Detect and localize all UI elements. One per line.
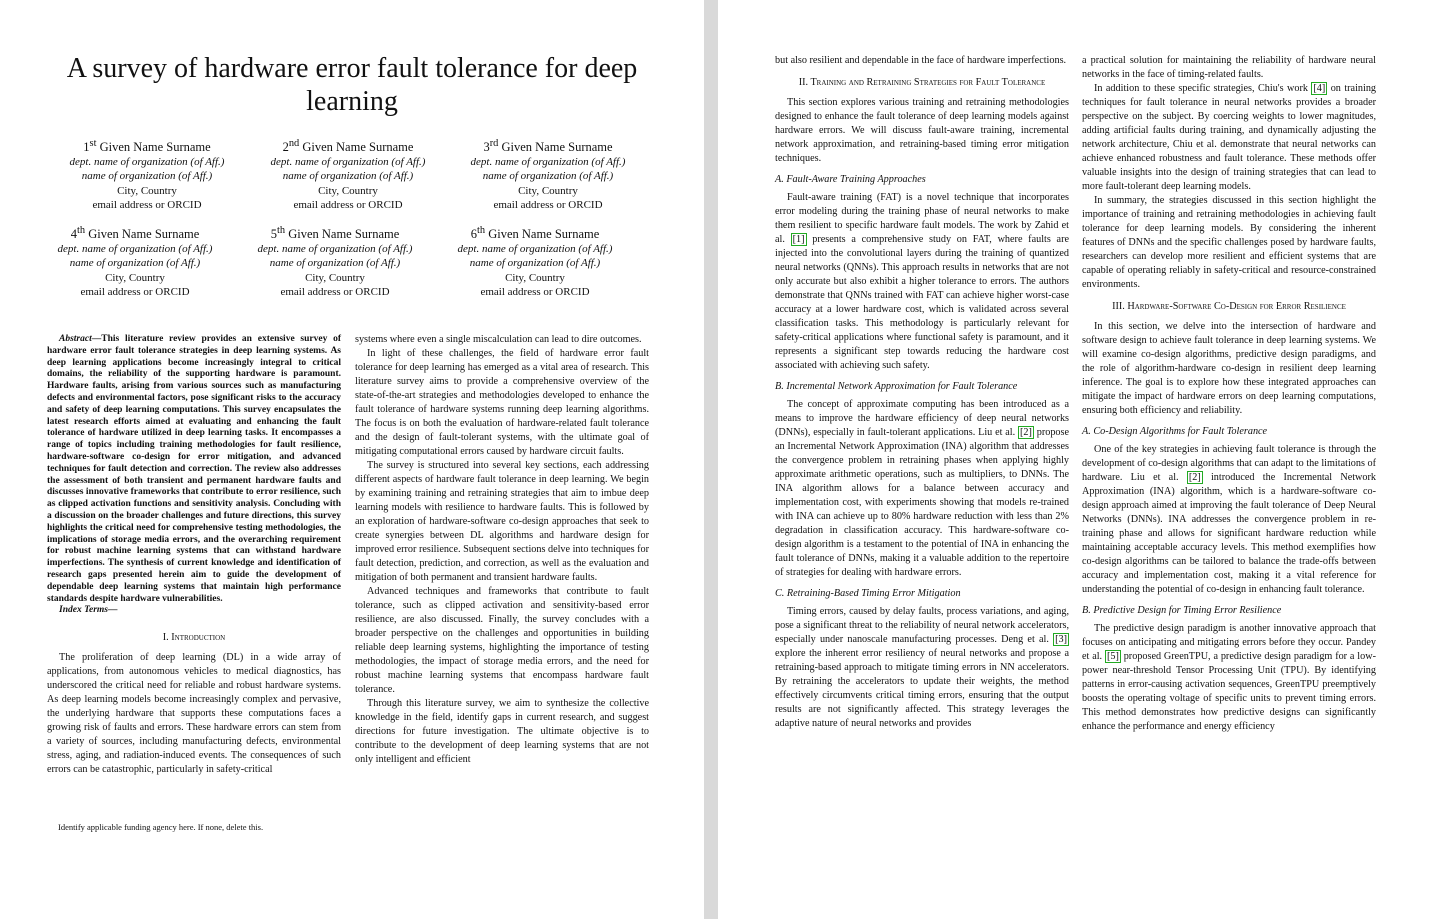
col2-paragraph-4: Through this literature survey, we aim to synthesize the collective knowledge in the field, identify gaps in current research, and suggest directions for future investigation. The ultimate objective is to contribute to the development of deep learning systems that are not only intelligent and efficient — [355, 698, 649, 765]
author-1-city: City, Country — [117, 184, 177, 197]
author-2-city: City, Country — [318, 184, 378, 197]
author-2-dept: dept. name of organization (of Aff.) — [270, 155, 426, 168]
section-3b-paragraph-1: The predictive design paradigm is another innovative approach that focuses on anticipating and mitigating errors before they occur. Pandey et al. [5] proposed GreenTPU, a predictive design paradigm for a low-power near-threshold Tensor Processing Unit (TPU). By identifying patterns in error-causing activation sequences, GreenTPU preemptively boosts the operating voltage of specific units to prevent timing errors. This method demonstrates how predictive designs can significantly enhance the performance and energy efficiency — [1082, 623, 1376, 732]
section-3a-heading: A. Co-Design Algorithms for Fault Tolerance — [1082, 426, 1268, 437]
author-6-dept: dept. name of organization (of Aff.) — [457, 242, 613, 255]
section-2a-paragraph-1: Fault-aware training (FAT) is a novel technique that incorporates error modeling during the training phase of neural networks to make them resilient to specific hardware fault models. The work by Zahid et al. [1] presents a comprehensive study on FAT, where faults are injected into the convolutional layers during the training of quantized neural networks (QNNs). This approach results in networks that are not only accurate but also exhibit a higher tolerance to errors. The authors demonstrate that QNNs trained with FAT can achieve higher worst-case accuracy at a lower hardware cost, which is validated across several classification tasks. This methodology is particularly relevant for safety-critical applications where functional safety is paramount, and it represents a significant step towards reducing the hardware cost associated with achieving such safety. — [775, 192, 1069, 371]
author-6-name: 6th Given Name Surname — [470, 225, 600, 242]
abstract — [47, 334, 341, 617]
citation-4[interactable]: [4] — [1313, 83, 1326, 94]
section-2-heading: II. Training and Retraining Strategies for Fault Tolerance — [798, 77, 1046, 88]
citation-5[interactable]: [2] — [1188, 472, 1201, 483]
author-6-org: name of organization (of Aff.) — [469, 257, 601, 270]
author-2-org: name of organization (of Aff.) — [282, 170, 414, 183]
section-3a-paragraph-1: One of the key strategies in achieving fault tolerance is through the development of co-design algorithms that can adapt to the limitations of hardware. Liu et al. [2] introduced the Incremental Network Approximation (INA) algorithm, which is a hardware-software co-design approach aimed at improving the fault tolerance of Deep Neural Networks (DNNs). INA addresses the convergence problem in re-training phase and allows for significant hardware reduction while maintaining acceptable accuracy levels. This method exemplifies how co-design algorithms can be tailored to balance the trade-offs between accuracy and implementation cost, making it a vital reference for understanding the potential of co-design in enhancing fault tolerance. — [1082, 444, 1376, 595]
author-5 — [240, 224, 430, 300]
author-6-email: email address or ORCID — [480, 286, 590, 299]
author-1-org: name of organization (of Aff.) — [81, 170, 213, 183]
col2-paragraph-1: In light of these challenges, the field of hardware error fault tolerance for deep learning has emerged as a vital area of research. This literature survey aims to provide a comprehensive overview of the state-of-the-art strategies and methodologies developed to enhance the fault tolerance of hardware systems running deep learning algorithms. The focus is on both the evaluation of hardware-related fault tolerance and the design of fault-tolerant systems, with the ultimate goal of mitigating computational errors caused by hardware circuit faults. — [355, 348, 649, 457]
section-2-paragraph-1: This section explores various training and retraining methodologies designed to enhance the fault tolerance of deep learning models against hardware errors. We will discuss fault-aware training, incremental network approximation, and retraining-based timing error mitigation techniques. — [775, 97, 1069, 164]
col3-paragraph-0: but also resilient and dependable in the face of hardware imperfections. — [775, 55, 1067, 66]
page-1 — [0, 0, 704, 919]
col4-paragraph-0: a practical solution for maintaining the reliability of hardware neural networks in the face of timing-related faults. — [1082, 55, 1376, 80]
col4-paragraph-2: In summary, the strategies discussed in this section highlight the importance of training and retraining methodologies in achieving fault tolerance for deep learning models. By considering the inherent features of DNNs and the specific challenges posed by hardware faults, researchers can develop more resilient and efficient systems that are capable of operating reliably in safety-critical and resource-constrained environments. — [1082, 195, 1376, 290]
section-1-heading: I. Introduction — [162, 632, 226, 644]
right-column — [355, 333, 649, 767]
section-3-heading: III. Hardware-Software Co-Design for Error Resilience — [1112, 301, 1346, 312]
section-3b-heading: B. Predictive Design for Timing Error Resilience — [1082, 605, 1282, 616]
citation-3[interactable]: [3] — [1055, 634, 1067, 645]
author-5-email: email address or ORCID — [280, 286, 390, 299]
page-divider — [704, 0, 718, 919]
author-6-city: City, Country — [505, 271, 565, 284]
author-3-dept: dept. name of organization (of Aff.) — [470, 155, 626, 168]
author-1-email: email address or ORCID — [92, 199, 202, 212]
col2-paragraph-0: systems where even a single miscalculation can lead to dire outcomes. — [355, 334, 642, 345]
section-2a-heading: A. Fault-Aware Training Approaches — [775, 174, 926, 185]
author-5-name: 5th Given Name Surname — [270, 225, 400, 242]
author-3-name: 3rd Given Name Surname — [483, 138, 613, 155]
citation-6[interactable]: [5] — [1106, 651, 1119, 662]
paper-title: A survey of hardware error fault tolerance for deep learning — [66, 53, 638, 117]
page-2 — [718, 0, 1429, 919]
page2-left-column — [775, 54, 1069, 731]
author-3-city: City, Country — [518, 184, 578, 197]
author-1 — [52, 137, 242, 213]
author-5-dept: dept. name of organization (of Aff.) — [257, 242, 413, 255]
author-2-email: email address or ORCID — [293, 199, 403, 212]
author-4-city: City, Country — [105, 271, 165, 284]
author-3-org: name of organization (of Aff.) — [482, 170, 614, 183]
author-2-name: 2nd Given Name Surname — [282, 138, 414, 155]
col2-paragraph-2: The survey is structured into several key sections, each addressing different aspects of hardware fault tolerance in deep learning. We begin by examining training and retraining strategies that aim to imbue deep learning models with resilience to hardware faults. This is followed by an exploration of hardware-software co-design approaches that seek to create synergies between DL algorithms and hardware design for improved error resilience. Subsequent sections delve into techniques for fault detection, prediction, and correction, as well as the evaluation and mitigation of both permanent and transient hardware faults. — [355, 460, 649, 583]
author-2 — [253, 137, 443, 213]
citation-1[interactable]: [1] — [792, 234, 805, 245]
section-2b-paragraph-1: The concept of approximate computing has been introduced as a means to improve the hardware efficiency of deep neural networks (DNNs), especially in fault-tolerant applications. Liu et al. [2] propose an Incremental Network Approximation (INA) algorithm that addresses the convergence problem in retraining phases when applying highly approximate arithmetic operations, such as multipliers, to DNNs. The INA algorithm allows for a balance between accuracy and implementation cost, with experiments showing that models re-trained with INA can achieve up to 80% hardware reduction with less than 2% degradation in classification accuracy. This hardware-software co-design algorithm is a testament to the potential of INA in enhancing the fault tolerance of DNNs, making it a valuable addition to the repertoire of strategies for dealing with hardware errors. — [775, 399, 1069, 578]
author-5-city: City, Country — [305, 271, 365, 284]
author-4-name: 4th Given Name Surname — [70, 225, 200, 242]
col4-paragraph-1: In addition to these specific strategies, Chiu's work [4] on training techniques for fault tolerance in neural networks provides a broader perspective on the subject. By coercing weights to lower magnitudes, adding artificial faults during training, and dynamically adjusting the network architecture, Chiu et al. demonstrate that neural networks can achieve enhanced robustness and fault tolerance. These methods offer valuable insights into the design of training strategies that can lead to more fault-tolerant deep learning models. — [1082, 83, 1377, 192]
author-5-org: name of organization (of Aff.) — [269, 257, 401, 270]
abstract-label: Abstract— — [59, 334, 102, 344]
section-2c-heading: C. Retraining-Based Timing Error Mitigation — [775, 588, 961, 599]
section-3-paragraph-1: In this section, we delve into the intersection of hardware and software design to achieve fault tolerance in deep learning systems. We will examine co-design algorithms, predictive design paradigms, and the role of algorithm-hardware co-design in resilient deep learning inference. The goal is to explore how these integrated approaches can mitigate the impact of hardware errors on deep learning computations, ensuring both efficiency and reliability. — [1082, 321, 1376, 416]
index-terms: Index Terms— — [59, 605, 118, 616]
author-1-dept: dept. name of organization (of Aff.) — [69, 155, 225, 168]
section-2b-heading: B. Incremental Network Approximation for Fault Tolerance — [775, 381, 1018, 392]
author-4-email: email address or ORCID — [80, 286, 190, 299]
author-4-dept: dept. name of organization (of Aff.) — [57, 242, 213, 255]
author-3-email: email address or ORCID — [493, 199, 603, 212]
footnote: Identify applicable funding agency here. If none, delete this. — [58, 822, 264, 832]
page2-right-column — [1082, 54, 1376, 734]
author-4-org: name of organization (of Aff.) — [69, 257, 201, 270]
citation-2[interactable]: [2] — [1020, 427, 1032, 438]
section-1-paragraph-1: The proliferation of deep learning (DL) in a wide array of applications, from autonomous vehicles to medical diagnostics, has underscored the critical need for reliable and robust hardware systems. As deep learning models become increasingly complex and pervasive, the underlying hardware that supports these computations faces a growing risk of faults and errors. These hardware errors can stem from a variety of sources, including manufacturing defects, environmental stress, aging, and radiation-induced events. The consequences of such errors can be catastrophic, particularly in safety-critical — [47, 652, 341, 776]
author-3 — [453, 137, 643, 213]
abstract-text: This literature review provides an extensive survey of hardware error fault tolerance strategies in deep learning systems. As deep learning applications become increasingly integral to critical domains, the reliability of the supporting hardware is paramount. Hardware faults, arising from various sources such as manufacturing defects and environmental factors, pose significant risks to the accuracy and safety of deep learning computations. This survey encapsulates the latest research efforts aimed at evaluating and enhancing the fault tolerance of hardware utilized in deep learning tasks. It encompasses a range of topics including training methodologies for fault resilience, hardware-software co-design for error mitigation, and advanced techniques for fault detection and correction. The review also addresses the assessment of both transient and permanent hardware faults and discusses innovative frameworks that contribute to error resilience, such as clipped activation functions and sensitivity analysis. Concluding with a discussion on the broader challenges and future directions, this survey highlights the critical need for comprehensive testing methodologies, the implications of storage media errors, and the overarching requirement for robust machine learning systems that can withstand hardware imperfections. The synthesis of current knowledge and identification of research gaps presented herein aim to guide the development of dependable deep learning systems that maintain high performance standards despite hardware vulnerabilities. — [47, 334, 341, 604]
author-1-name: 1st Given Name Surname — [83, 138, 211, 155]
left-column — [47, 334, 341, 777]
author-4 — [40, 224, 230, 300]
section-2c-paragraph-1: Timing errors, caused by delay faults, process variations, and aging, pose a significant threat to the reliability of neural network accelerators, especially under nanoscale manufacturing processes. Deng et al. [3] explore the inherent error resiliency of neural networks and propose a retraining-based approach to mitigate timing errors in NN accelerators. By retraining the accelerators to update their weights, the method effectively circumvents critical timing errors, ensuring that the output results are not significantly affected. This strategy leverages the adaptive nature of neural networks and provides — [775, 606, 1069, 729]
col2-paragraph-3: Advanced techniques and frameworks that contribute to fault tolerance, such as clipped activation and sensitivity-based error resilience, are also discussed. Finally, the survey concludes with a broader perspective on the challenges and opportunities in building reliable deep learning systems, highlighting the importance of testing methodologies, the impact of storage media errors, and the need for robust machine learning systems that encompass hardware fault tolerance. — [355, 586, 649, 695]
author-6 — [440, 224, 630, 300]
